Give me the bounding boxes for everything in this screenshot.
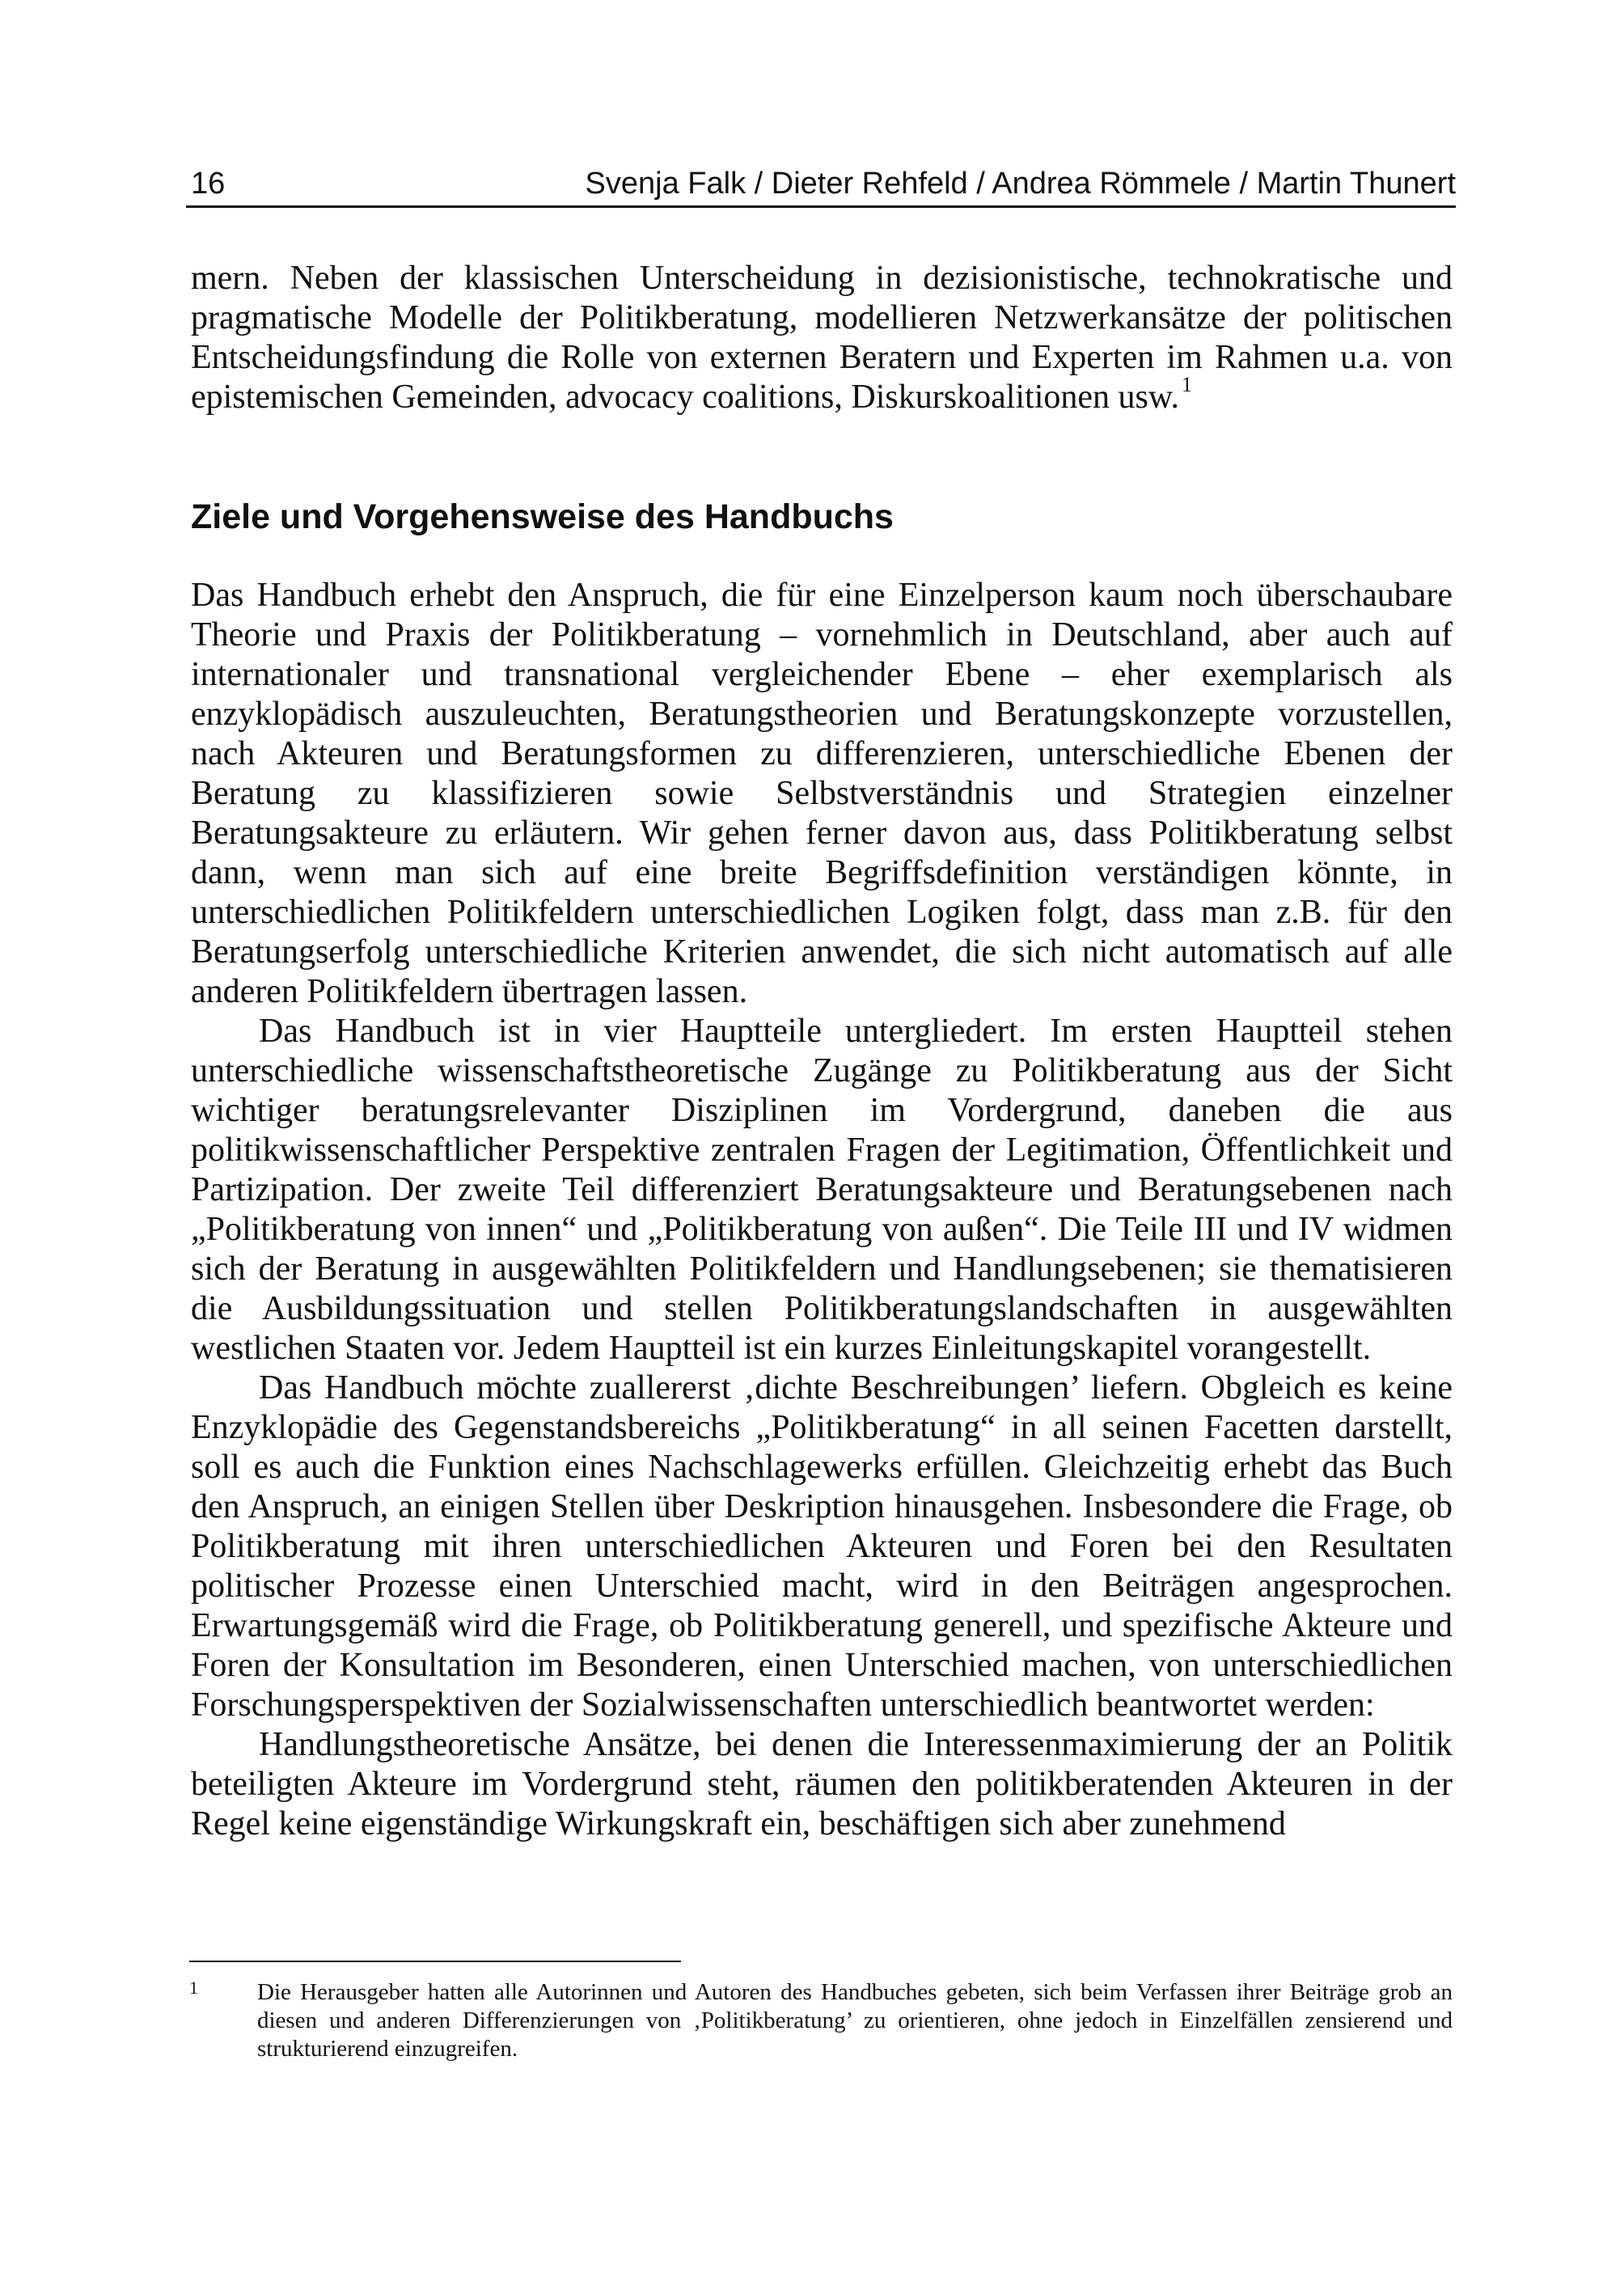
intro-text: mern. Neben der klassischen Unterscheidung in dezisionistische, technokratische und pragmatische Modelle der Politikberatung, modellieren Netzwerkansätze der politischen Entscheidungsfindung die Rolle von externen Beratern und Experten im Rahmen u.a. von epistemischen Gemeinden, advocacy coalitions, Diskurskoalitionen usw. [191,260,1453,416]
footnote-divider [189,1961,681,1962]
intro-paragraph [191,259,1453,417]
footnote [189,1978,1453,2063]
paragraph-2: Das Handbuch ist in vier Hauptteile untergliedert. Im ersten Hauptteil stehen unterschiedliche wissenschaftstheoretische Zugänge zu Politikberatung aus der Sicht wichtiger beratungsrelevanter Disziplinen im Vordergrund, daneben die aus politikwissenschaftlicher Perspektive zentralen Fragen der Legitimation, Öffentlichkeit und Partizipation. Der zweite Teil differenziert Beratungsakteure und Beratungsebenen nach „Politikberatung von innen“ und „Politikberatung von außen“. Die Teile III und IV widmen sich der Beratung in ausgewählten Politikfeldern und Handlungsebenen; sie thematisieren die Ausbildungssituation und stellen Politikberatungslandschaften in ausgewählten westlichen Staaten vor. Jedem Hauptteil ist ein kurzes Einleitungskapitel vorangestellt. [191,1013,1453,1367]
footnote-reference: 1 [1181,373,1192,396]
running-head-authors: Svenja Falk / Dieter Rehfeld / Andrea Römmele / Martin Thunert [585,167,1456,201]
section-body [191,576,1453,1844]
paragraph-4: Handlungstheoretische Ansätze, bei denen die Interessenmaximierung der an Politik beteiligten Akteure im Vordergrund steht, räumen den politikberatenden Akteuren in der Regel keine eigenständige Wirkungskraft ein, beschäftigen sich aber zunehmend [191,1726,1453,1842]
section-heading: Ziele und Vorgehensweise des Handbuchs [191,497,894,536]
paragraph-3: Das Handbuch möchte zuallererst ‚dichte Beschreibungen’ liefern. Obgleich es keine Enzyklopädie des Gegenstandsbereichs „Politikberatung“ in all seinen Facetten darstellt, soll es auch die Funktion eines Nachschlagewerks erfüllen. Gleichzeitig erhebt das Buch den Anspruch, an einigen Stellen über Deskription hinausgehen. Insbesondere die Frage, ob Politikberatung mit ihren unterschiedlichen Akteuren und Foren bei den Resultaten politischer Prozesse einen Unterschied macht, wird in den Beiträgen angesprochen. Erwartungsgemäß wird die Frage, ob Politikberatung generell, und spezifische Akteure und Foren der Konsultation im Besonderen, einen Unterschied machen, von unterschiedlichen Forschungsperspektiven der Sozialwissenschaften unterschiedlich beantwortet werden: [191,1369,1453,1724]
page-header [186,162,1456,208]
page-number: 16 [191,167,226,201]
paragraph-1: Das Handbuch erhebt den Anspruch, die für eine Einzelperson kaum noch überschaubare Theorie und Praxis der Politikberatung – vornehmlich in Deutschland, aber auch auf internationaler und transnational vergleichender Ebene – eher exemplarisch als enzyklopädisch auszuleuchten, Beratungstheorien und Beratungskonzepte vorzustellen, nach Akteuren und Beratungsformen zu differenzieren, unterschiedliche Ebenen der Beratung zu klassifizieren sowie Selbstverständnis und Strategien einzelner Beratungsakteure zu erläutern. Wir gehen ferner davon aus, dass Politikberatung selbst dann, wenn man sich auf eine breite Begriffsdefinition verständigen könnte, in unterschiedlichen Politikfeldern unterschiedlichen Logiken folgt, dass man z.B. für den Beratungserfolg unterschiedliche Kriterien anwendet, die sich nicht automatisch auf alle anderen Politikfeldern übertragen lassen. [191,577,1453,1010]
intro-text-line [191,259,1453,417]
footnote-text: Die Herausgeber hatten alle Autorinnen und Autoren des Handbuches gebeten, sich beim Verfassen ihrer Beiträge grob an diesen und anderen Differenzierungen von ‚Politikberatung’ zu orientieren, ohne jedoch in Einzelfällen zensierend und strukturierend einzugreifen. [257,1979,1453,2062]
footnote-number: 1 [189,1978,198,1998]
